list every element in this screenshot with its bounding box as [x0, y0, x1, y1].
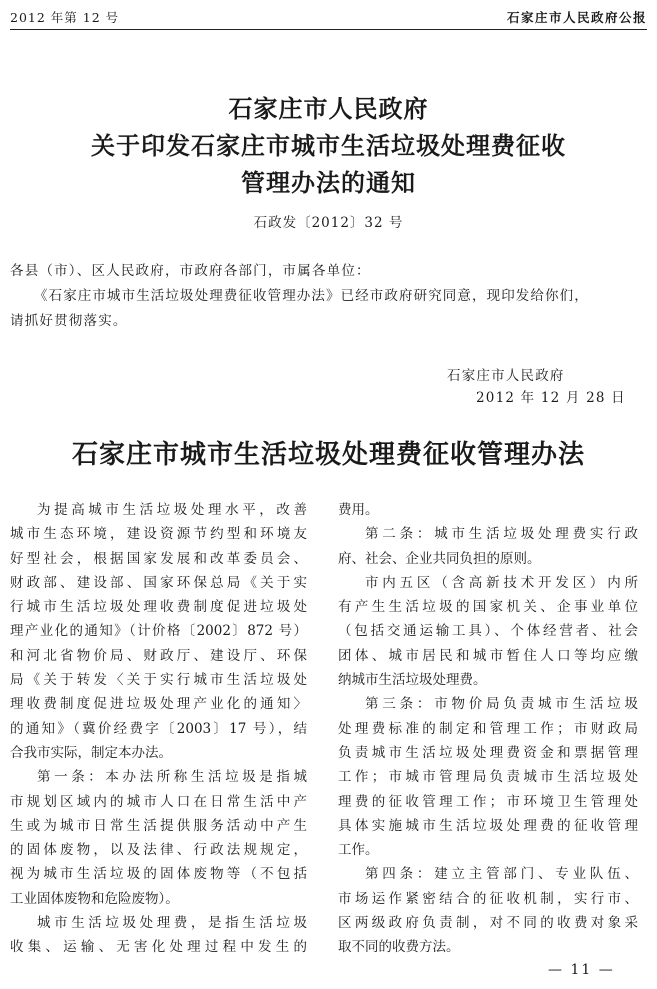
signer: 石家庄市人民政府 [447, 368, 565, 384]
running-header-right: 石家庄市人民政府公报 [506, 10, 647, 25]
left-column [10, 498, 307, 960]
text-line: 理产业化的通知》（计价格〔2002〕872 号） [10, 623, 307, 640]
text-line: 具体实施城市生活垃圾处理费的征收管理 [338, 817, 638, 834]
text-line: 合我市实际，制定本办法。 [10, 744, 172, 761]
text-line: 行城市生活垃圾处理收费制度促进垃圾处 [10, 599, 307, 616]
text-line: 第二条：城市生活垃圾处理费实行政 [365, 526, 638, 543]
text-line: 为提高城市生活垃圾处理水平，改善 [37, 502, 307, 518]
text-line: 取不同的收费方法。 [338, 939, 460, 956]
notice-title-line-1: 石家庄市人民政府 [228, 94, 429, 123]
notice-title-line-2: 关于印发石家庄市城市生活垃圾处理费征收 [91, 131, 566, 160]
text-line: 纳城市生活垃圾处理费。 [338, 672, 487, 689]
text-line: 好型社会，根据国家发展和改革委员会、 [10, 550, 307, 567]
text-line: 的通知》（冀价经费字〔2003〕17 号），结 [10, 720, 307, 737]
text-line: 费用。 [338, 502, 379, 518]
text-line: 有产生生活垃圾的国家机关、企事业单位 [338, 599, 638, 616]
text-line: 府、社会、企业共同负担的原则。 [338, 550, 541, 567]
text-line: 局《关于转发〈关于实行城市生活垃圾处 [10, 672, 307, 689]
text-line: 理费的征收管理工作；市环境卫生管理处 [338, 793, 638, 810]
text-line: 负责城市生活垃圾处理费资金和票据管理 [338, 744, 638, 761]
text-line: 工作。 [338, 842, 379, 859]
text-line: 城市生活垃圾处理费，是指生活垃圾 [37, 915, 307, 932]
text-line: 区两级政府负责制，对不同的收费对象采 [338, 915, 638, 932]
text-line: （包括交通运输工具）、个体经营者、社会 [338, 623, 638, 640]
notice-body-line-1: 《石家庄市城市生活垃圾处理费征收管理办法》已经市政府研究同意，现印发给你们， [34, 288, 589, 304]
running-header-left: 2012 年第 12 号 [10, 10, 120, 25]
text-line: 第一条：本办法所称生活垃圾是指城 [37, 769, 307, 786]
text-line: 财政部、建设部、国家环保总局《关于实 [10, 574, 307, 591]
header-rule [10, 29, 647, 30]
text-line: 视为城市生活垃圾的固体废物等（不包括 [10, 866, 307, 883]
text-line: 的固体废物，以及法律、行政法规规定， [10, 842, 307, 859]
text-line: 工作；市城市管理局负责城市生活垃圾处 [338, 769, 638, 786]
text-line: 市场运作紧密结合的征收机制，实行市、 [338, 890, 638, 907]
addressee: 各县（市）、区人民政府，市政府各部门，市属各单位： [10, 263, 371, 279]
text-line: 和河北省物价局、财政厅、建设厅、环保 [10, 647, 307, 664]
text-line: 理收费制度促进垃圾处理产业化的通知〉 [10, 696, 307, 713]
notice-body-line-2: 请抓好贯彻落实。 [10, 313, 128, 329]
text-line: 第三条：市物价局负责城市生活垃圾 [365, 696, 638, 713]
text-line: 第四条：建立主管部门、专业队伍、 [365, 866, 638, 883]
text-line: 市内五区（含高新技术开发区）内所 [365, 574, 638, 591]
issue-date: 2012 年 12 月 28 日 [476, 390, 626, 406]
page-number: — 11 — [548, 962, 615, 978]
right-column [338, 498, 638, 960]
text-line: 生或为城市日常生活提供服务活动中产生 [10, 817, 307, 834]
text-line: 收集、运输、无害化处理过程中发生的 [10, 939, 307, 956]
text-line: 处理费标准的制定和管理工作；市财政局 [338, 720, 638, 737]
text-line: 市规划区域内的城市人口在日常生活中产 [10, 793, 307, 810]
document-number: 石政发〔2012〕32 号 [253, 215, 404, 231]
measures-title: 石家庄市城市生活垃圾处理费征收管理办法 [71, 440, 585, 470]
text-line: 团体、城市居民和城市暂住人口等均应缴 [338, 647, 638, 664]
notice-title-line-3: 管理办法的通知 [241, 168, 416, 197]
text-line: 工业固体废物和危险废物）。 [10, 890, 179, 907]
text-line: 城市生态环境，建设资源节约型和环境友 [10, 526, 307, 543]
